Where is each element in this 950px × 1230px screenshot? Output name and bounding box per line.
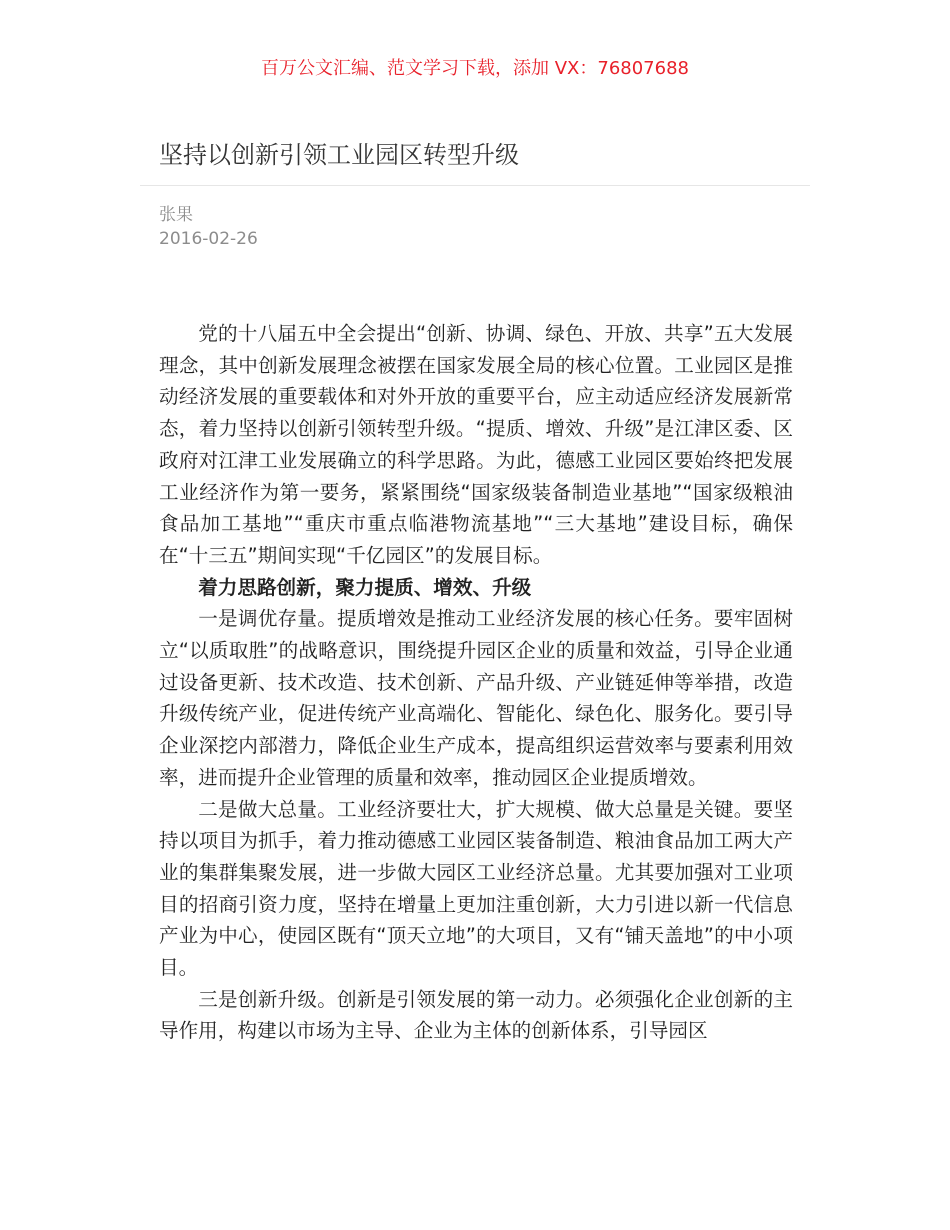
- paragraph-innovation-upgrade: 三是创新升级。创新是引领发展的第一动力。必须强化企业创新的主导作用，构建以市场为主导、企业为主体的创新体系，引导园区: [159, 987, 793, 1043]
- section-heading: 着力思路创新，聚力提质、增效、升级: [198, 575, 532, 599]
- paragraph-intro: 党的十八届五中全会提出“创新、协调、绿色、开放、共享”五大发展理念，其中创新发展理念被摆在国家发展全局的核心位置。工业园区是推动经济发展的重要载体和对外开放的重要平台，应主动适应经济发展新常态，着力坚持以创新引领转型升级。“提质、增效、升级”是江津区委、区政府对江津工业发展确立的科学思路。为此，德感工业园区要始终把发展工业经济作为第一要务，紧紧围绕“国家级装备制造业基地”“国家级粮油食品加工基地”“重庆市重点临港物流基地”“三大基地”建设目标，确保在“十三五”期间实现“千亿园区”的发展目标。: [159, 322, 793, 567]
- download-banner: 百万公文汇编、范文学习下载，添加 VX：76807688: [261, 58, 689, 79]
- article-author: 张果: [159, 205, 193, 225]
- article-title: 坚持以创新引领工业园区转型升级: [159, 141, 519, 169]
- title-divider: [140, 185, 810, 186]
- paragraph-expand-total: 二是做大总量。工业经济要壮大，扩大规模、做大总量是关键。要坚持以项目为抓手，着力推动德感工业园区装备制造、粮油食品加工两大产业的集群集聚发展，进一步做大园区工业经济总量。尤其要加强对工业项目的招商引资力度，坚持在增量上更加注重创新，大力引进以新一代信息产业为中心，使园区既有“顶天立地”的大项目，又有“铺天盖地”的中小项目。: [159, 797, 793, 980]
- paragraph-optimize-stock: 一是调优存量。提质增效是推动工业经济发展的核心任务。要牢固树立“以质取胜”的战略意识，围绕提升园区企业的质量和效益，引导企业通过设备更新、技术改造、技术创新、产品升级、产业链延伸等举措，改造升级传统产业，促进传统产业高端化、智能化、绿色化、服务化。要引导企业深挖内部潜力，降低企业生产成本，提高组织运营效率与要素利用效率，进而提升企业管理的质量和效率，推动园区企业提质增效。: [159, 607, 793, 789]
- article-body: [159, 318, 793, 1047]
- article-date: 2016-02-26: [159, 229, 258, 249]
